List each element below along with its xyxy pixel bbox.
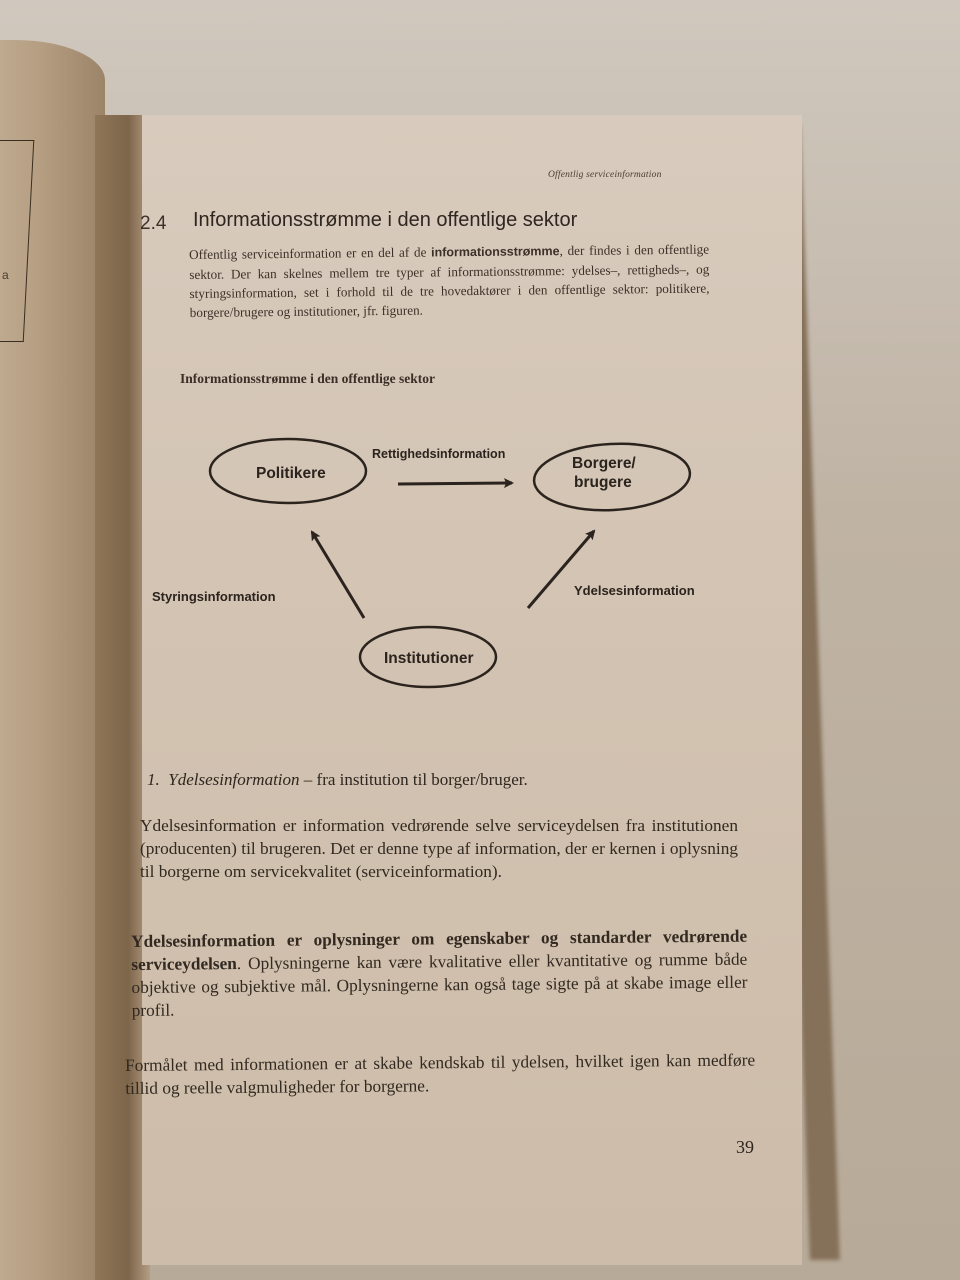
rettigheds-arrow	[398, 483, 512, 484]
item-1-heading	[147, 770, 528, 790]
ydelses-label: Ydelsesinformation	[574, 583, 695, 598]
institutioner-label: Institutioner	[384, 650, 474, 667]
styrings-label: Styringsinformation	[152, 589, 276, 604]
item-1-description: – fra institution til borger/bruger.	[299, 770, 528, 789]
page-number: 39	[736, 1137, 754, 1157]
borgere-label-line2: brugere	[574, 474, 632, 491]
paragraph-2-bold: Ydelsesinformation er oplysninger om egenskaber og standarder vedrørende serviceydelsen	[131, 926, 748, 974]
intro-text-1: Offentlig serviceinformation er en del af de	[189, 244, 432, 262]
paragraph-3: Formålet med informationen er at skabe kendskab til ydelsen, hvilket igen kan medføre tillid og reelle valgmuligheder for borgerne.	[125, 1050, 756, 1098]
item-1-term: Ydelsesinformation	[168, 770, 300, 789]
running-head: Offentlig serviceinformation	[548, 170, 662, 180]
left-page-box	[0, 140, 34, 342]
borgere-label-line1: Borgere/	[572, 455, 636, 472]
intro-text-2: , der findes i den offentlige sektor. Der kan skelnes mellem tre typer af informationsstrømme: ydelses–, rettigheds–, og styringsinformation, set i forhold til de tre hovedaktører i den offentlige sektor: politikere, borgere/brugere og institutioner, jfr. figuren.	[189, 241, 710, 320]
information-flow-diagram	[140, 400, 740, 700]
section-title: Informationsstrømme i den offentlige sektor	[193, 209, 578, 231]
paragraph-2	[131, 925, 748, 1022]
paragraph-1: Ydelsesinformation er information vedrørende selve serviceydelsen fra institutionen (producenten) til brugeren. Det er denne type af information, der er kernen i oplysning til borgerne om servicekvalitet (serviceinformation).	[140, 816, 738, 881]
figure-title: Informationsstrømme i den offentlige sektor	[180, 371, 435, 386]
left-page-text-fragment: a	[2, 268, 9, 282]
intro-paragraph	[189, 240, 710, 322]
styrings-arrow	[312, 532, 364, 618]
intro-bold-term: informationsstrømme	[431, 244, 560, 260]
section-number: 2.4	[140, 213, 167, 234]
paragraph-2-rest: . Oplysningerne kan være kvalitative eller kvantitative og rumme både objektive og subjektive mål. Oplysningerne kan også tage sigte på at skabe image eller profil.	[131, 949, 748, 1020]
rettigheds-label: Rettighedsinformation	[372, 447, 506, 461]
item-1-number: 1.	[147, 770, 160, 789]
politikere-label: Politikere	[256, 465, 326, 482]
left-page	[0, 40, 105, 1280]
